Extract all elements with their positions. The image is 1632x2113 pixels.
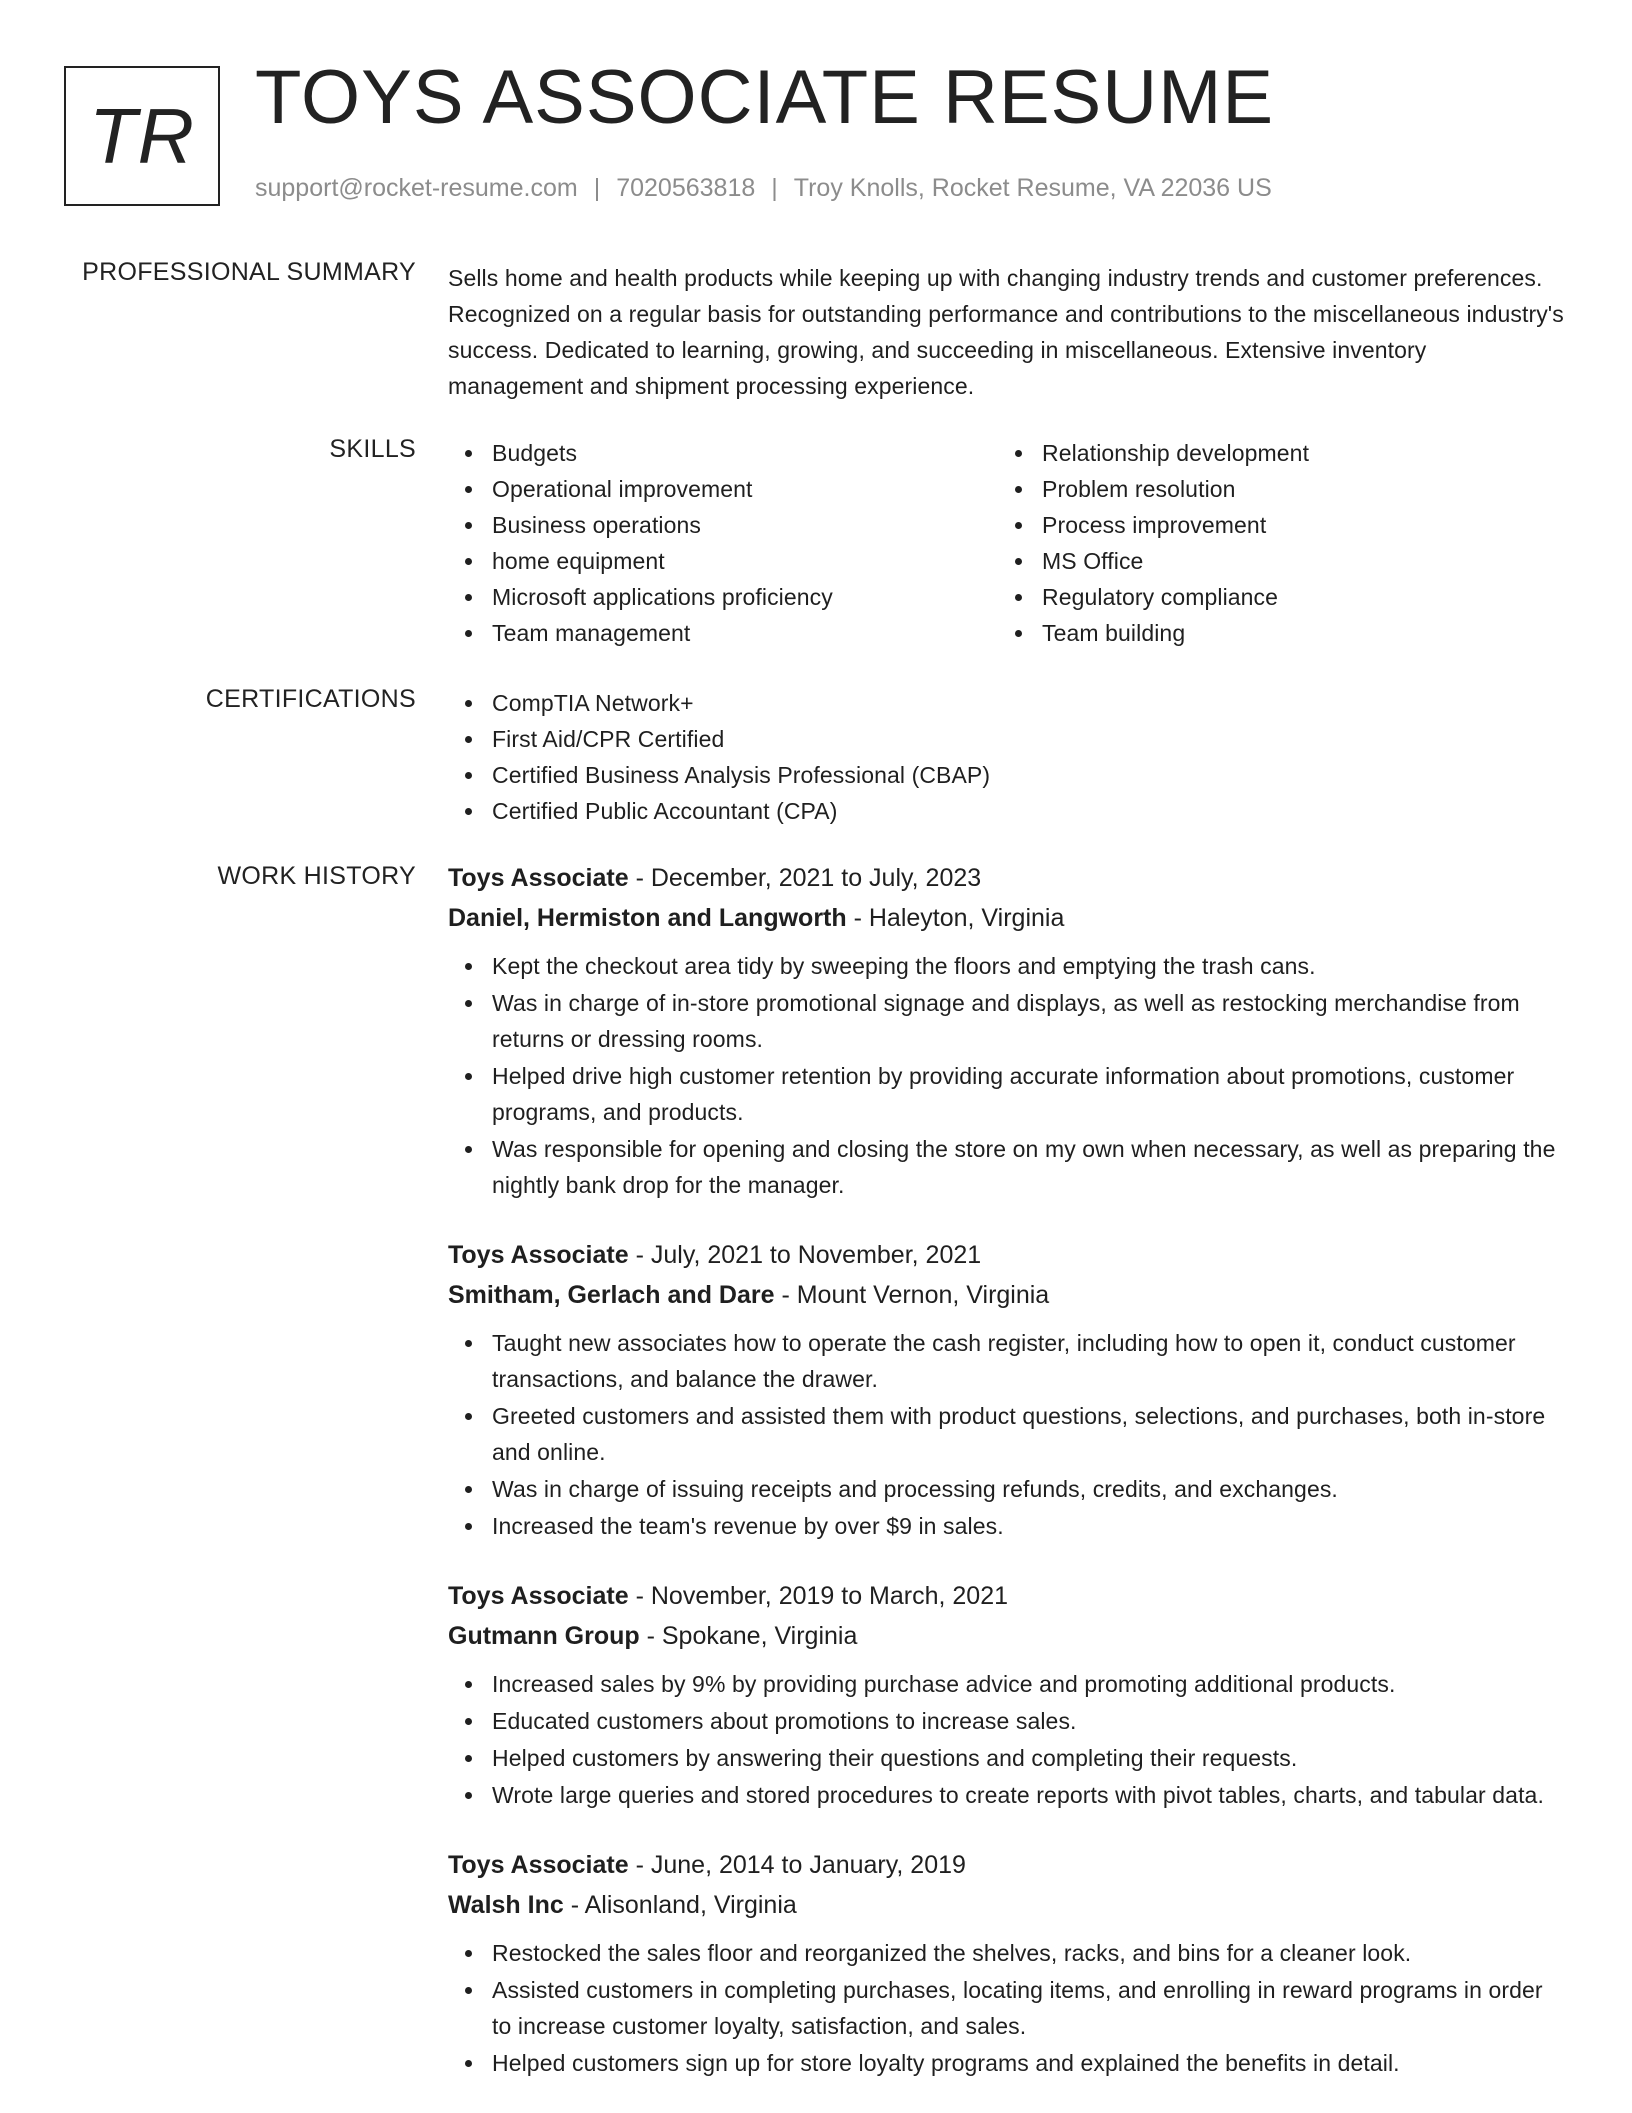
job-entry	[448, 1845, 1568, 2081]
job-dates: - November, 2019 to March, 2021	[628, 1582, 1009, 1610]
list-item: Increased sales by 9% by providing purchase advice and promoting additional products.	[448, 1666, 1568, 1702]
job-company-line	[448, 898, 1568, 938]
skills-label: SKILLS	[329, 435, 416, 463]
job-bullets	[448, 1935, 1568, 2081]
list-item: CompTIA Network+	[448, 685, 1568, 721]
contact-phone: 7020563818	[616, 174, 756, 202]
job-bullets	[448, 1325, 1568, 1544]
summary-text: Sells home and health products while keeping up with changing industry trends and customer preferences. Recognized on a regular basis for outstanding performance and contributions to the miscellaneous industry's success. Dedicated to learning, growing, and succeeding in miscellaneous. Extensive inventory management and shipment processing experience.	[448, 265, 1564, 399]
list-item: Helped drive high customer retention by providing accurate information about promotions, customer programs, and products.	[448, 1058, 1568, 1130]
list-item: Relationship development	[998, 435, 1548, 471]
job-entry	[448, 1576, 1568, 1813]
list-item: Helped customers sign up for store loyalty programs and explained the benefits in detail.	[448, 2045, 1568, 2081]
contact-line	[255, 174, 1272, 203]
monogram-initials: TR	[89, 91, 195, 180]
list-item: Educated customers about promotions to increase sales.	[448, 1703, 1568, 1739]
list-item: Budgets	[448, 435, 998, 471]
list-item: Microsoft applications proficiency	[448, 579, 998, 615]
job-entry	[448, 1235, 1568, 1544]
list-item: Was responsible for opening and closing the store on my own when necessary, as well as preparing the nightly bank drop for the manager.	[448, 1131, 1568, 1203]
job-company-line	[448, 1616, 1568, 1656]
monogram-logo	[64, 66, 220, 206]
list-item: Was in charge of in-store promotional signage and displays, as well as restocking merchandise from returns or dressing rooms.	[448, 985, 1568, 1057]
job-company: Daniel, Hermiston and Langworth	[448, 904, 847, 932]
list-item: First Aid/CPR Certified	[448, 721, 1568, 757]
list-item: Problem resolution	[998, 471, 1548, 507]
skills-column-left	[448, 435, 998, 651]
summary-body	[448, 260, 1568, 404]
contact-address: Troy Knolls, Rocket Resume, VA 22036 US	[793, 174, 1272, 202]
list-item: Taught new associates how to operate the cash register, including how to open it, conduct customer transactions, and balance the drawer.	[448, 1325, 1568, 1397]
list-item: MS Office	[998, 543, 1548, 579]
skills-column-right	[998, 435, 1548, 651]
list-item: Team management	[448, 615, 998, 651]
job-bullets	[448, 948, 1568, 1203]
list-item: Helped customers by answering their questions and completing their requests.	[448, 1740, 1568, 1776]
job-entry	[448, 858, 1568, 1203]
list-item: Certified Public Accountant (CPA)	[448, 793, 1568, 829]
job-dates: - July, 2021 to November, 2021	[628, 1241, 982, 1269]
job-title-line	[448, 1235, 1568, 1275]
contact-email: support@rocket-resume.com	[255, 174, 578, 202]
job-title-line	[448, 1576, 1568, 1616]
job-company: Smitham, Gerlach and Dare	[448, 1281, 775, 1309]
job-dates: - June, 2014 to January, 2019	[628, 1851, 966, 1879]
job-title-line	[448, 858, 1568, 898]
list-item: Wrote large queries and stored procedures to create reports with pivot tables, charts, and tabular data.	[448, 1777, 1568, 1813]
summary-label: PROFESSIONAL SUMMARY	[82, 258, 416, 286]
list-item: Increased the team's revenue by over $9 in sales.	[448, 1508, 1568, 1544]
job-location: - Mount Vernon, Virginia	[774, 1281, 1050, 1309]
job-title-line	[448, 1845, 1568, 1885]
job-dates: - December, 2021 to July, 2023	[628, 864, 982, 892]
list-item: Kept the checkout area tidy by sweeping the floors and emptying the trash cans.	[448, 948, 1568, 984]
job-company: Gutmann Group	[448, 1622, 640, 1650]
list-item: Regulatory compliance	[998, 579, 1548, 615]
contact-separator: |	[771, 174, 778, 202]
job-title: Toys Associate	[448, 1582, 629, 1610]
job-company-line	[448, 1275, 1568, 1315]
job-company-line	[448, 1885, 1568, 1925]
job-company: Walsh Inc	[448, 1891, 564, 1919]
job-location: - Alisonland, Virginia	[563, 1891, 797, 1919]
certifications-label: CERTIFICATIONS	[205, 685, 416, 713]
job-title: Toys Associate	[448, 1241, 629, 1269]
job-title: Toys Associate	[448, 1851, 629, 1879]
job-location: - Spokane, Virginia	[639, 1622, 858, 1650]
work-history-label: WORK HISTORY	[217, 862, 416, 890]
list-item: Team building	[998, 615, 1548, 651]
contact-separator: |	[593, 174, 601, 202]
list-item: Greeted customers and assisted them with product questions, selections, and purchases, both in-store and online.	[448, 1398, 1568, 1470]
resume-title: TOYS ASSOCIATE RESUME	[255, 55, 1275, 140]
list-item: home equipment	[448, 543, 998, 579]
list-item: Assisted customers in completing purchases, locating items, and enrolling in reward programs in order to increase customer loyalty, satisfaction, and sales.	[448, 1972, 1568, 2044]
list-item: Operational improvement	[448, 471, 998, 507]
certifications-body	[448, 685, 1568, 829]
list-item: Process improvement	[998, 507, 1548, 543]
work-history-body	[448, 858, 1568, 2113]
list-item: Was in charge of issuing receipts and processing refunds, credits, and exchanges.	[448, 1471, 1568, 1507]
job-location: - Haleyton, Virginia	[846, 904, 1065, 932]
skills-body	[448, 435, 1568, 651]
list-item: Business operations	[448, 507, 998, 543]
job-bullets	[448, 1666, 1568, 1813]
job-title: Toys Associate	[448, 864, 629, 892]
list-item: Restocked the sales floor and reorganized the shelves, racks, and bins for a cleaner look.	[448, 1935, 1568, 1971]
list-item: Certified Business Analysis Professional (CBAP)	[448, 757, 1568, 793]
